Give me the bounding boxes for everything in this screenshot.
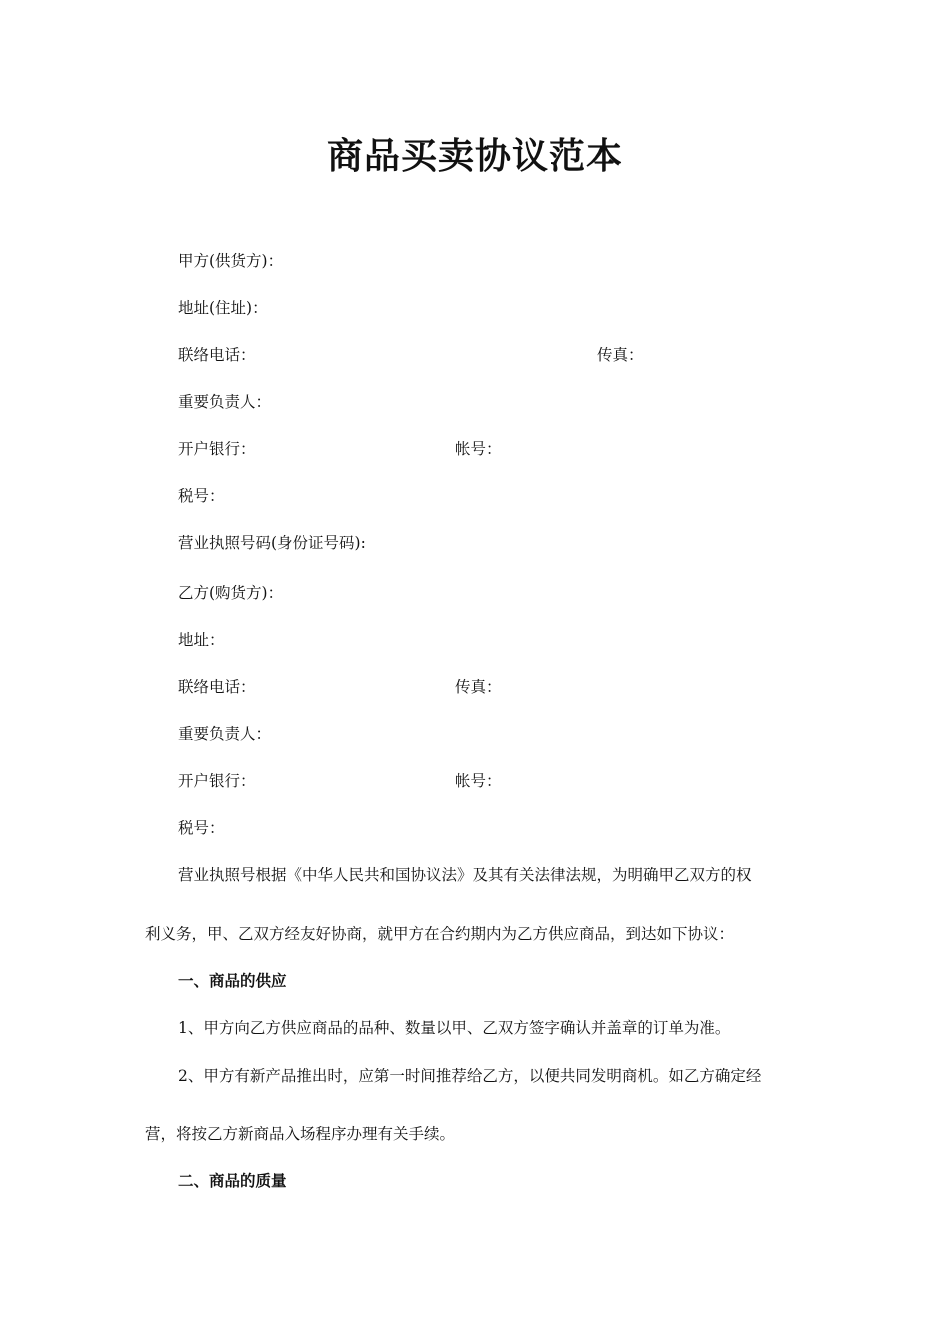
section-1-heading: 一、商品的供应 [178, 972, 287, 990]
party-a-address-label: 地址(住址)： [178, 299, 268, 317]
party-a-bank-label: 开户银行： [178, 440, 256, 458]
party-a-account-label: 帐号： [455, 440, 502, 458]
party-a-phone-label: 联络电话： [178, 346, 256, 364]
party-a-person-label: 重要负责人： [178, 393, 272, 411]
document-title: 商品买卖协议范本 [326, 136, 623, 177]
party-b-address-label: 地址： [178, 631, 225, 649]
section-2-heading: 二、商品的质量 [178, 1172, 287, 1190]
party-b-bank-label: 开户银行： [178, 772, 256, 790]
party-b-account-label: 帐号： [455, 772, 502, 790]
party-b-person-label: 重要负责人： [178, 725, 272, 743]
intro-paragraph-line-2: 利义务，甲、乙双方经友好协商，就甲方在合约期内为乙方供应商品，到达如下协议： [145, 925, 735, 943]
intro-paragraph-line-1: 营业执照号根据《中华人民共和国协议法》及其有关法律法规，为明确甲乙双方的权 [178, 866, 752, 884]
party-b-tax-label: 税号： [178, 819, 225, 837]
clause-2-line-2: 营，将按乙方新商品入场程序办理有关手续。 [145, 1125, 456, 1143]
clause-2-line-1: 2、甲方有新产品推出时，应第一时间推荐给乙方，以便共同发明商机。如乙方确定经 [178, 1067, 762, 1085]
party-a-name-label: 甲方(供货方)： [178, 252, 284, 270]
party-a-fax-label: 传真： [597, 346, 644, 364]
clause-1: 1、甲方向乙方供应商品的品种、数量以甲、乙双方签字确认并盖章的订单为准。 [178, 1019, 731, 1037]
party-b-name-label: 乙方(购货方)： [178, 584, 284, 602]
party-a-license-label: 营业执照号码(身份证号码): [178, 534, 366, 552]
party-a-tax-label: 税号： [178, 487, 225, 505]
party-b-fax-label: 传真： [455, 678, 502, 696]
party-b-phone-label: 联络电话： [178, 678, 256, 696]
